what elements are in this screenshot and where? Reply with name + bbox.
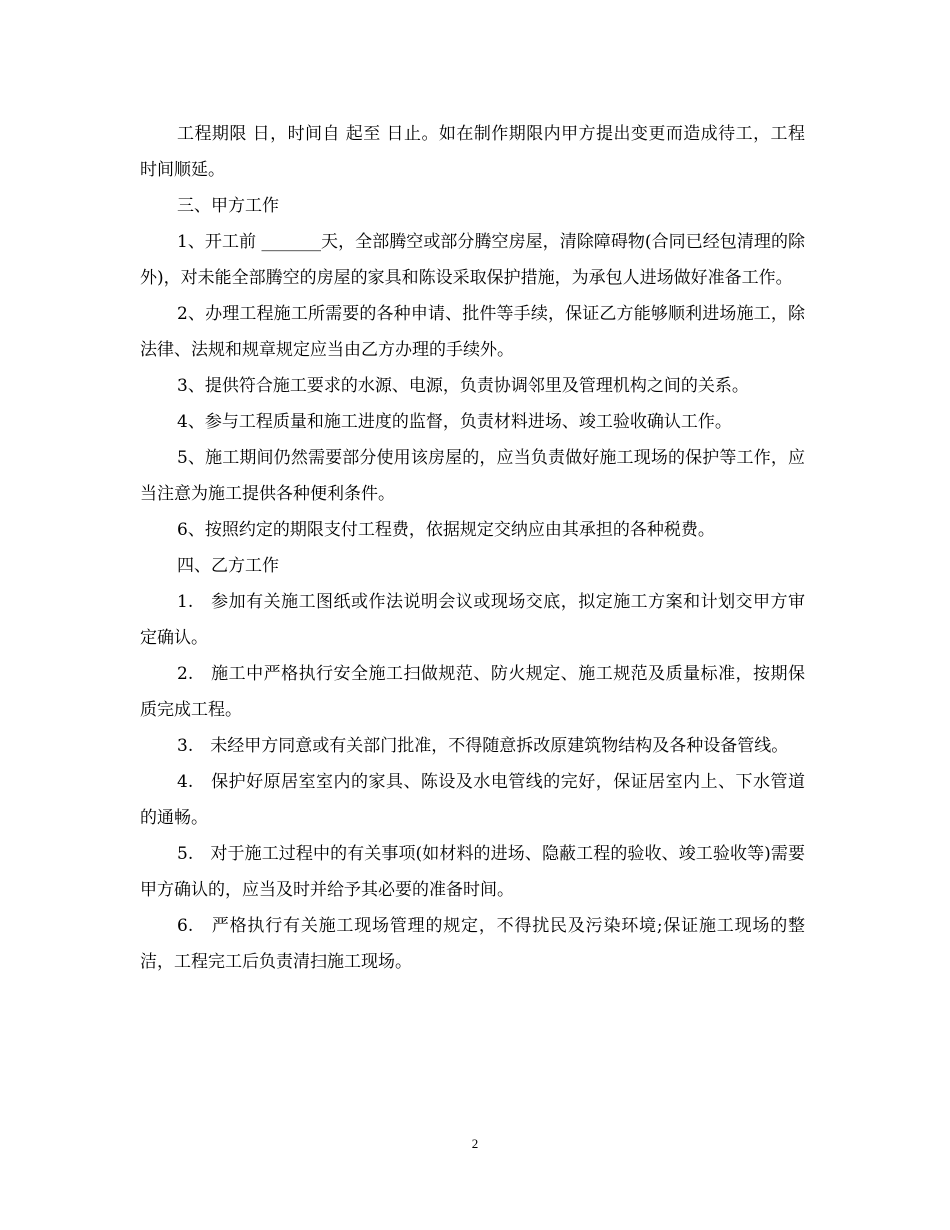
document-body: [140, 116, 805, 980]
paragraph-party-b-item-3: 3. 未经甲方同意或有关部门批准，不得随意拆改原建筑物结构及各种设备管线。: [177, 736, 789, 756]
paragraph-party-b-item-2: 2. 施工中严格执行安全施工扫做规范、防火规定、施工规范及质量标准，按期保质完成工程。: [140, 664, 805, 720]
section-heading-party-b-duties: 四、乙方工作: [177, 556, 279, 576]
paragraph-party-b-item-6: 6. 严格执行有关施工现场管理的规定，不得扰民及污染环境;保证施工现场的整洁，工程完工后负责清扫施工现场。: [140, 916, 805, 972]
paragraph-project-period: 工程期限 日，时间自 起至 日止。如在制作期限内甲方提出变更而造成待工，工程时间顺延。: [140, 124, 805, 180]
paragraph-party-a-item-6: 6、按照约定的期限支付工程费，依据规定交纳应由其承担的各种税费。: [177, 520, 715, 540]
paragraph-party-a-item-2: 2、办理工程施工所需要的各种申请、批件等手续，保证乙方能够顺利进场施工，除法律、法规和规章规定应当由乙方办理的手续外。: [140, 304, 805, 360]
paragraph-party-b-item-5: 5. 对于施工过程中的有关事项(如材料的进场、隐蔽工程的验收、竣工验收等)需要甲方确认的，应当及时并给予其必要的准备时间。: [140, 844, 805, 900]
paragraph-party-a-item-1: 1、开工前 _______天，全部腾空或部分腾空房屋，清除障碍物(合同已经包清理的除外)，对未能全部腾空的房屋的家具和陈设采取保护措施，为承包人进场做好准备工作。: [140, 232, 805, 288]
paragraph-party-a-item-4: 4、参与工程质量和施工进度的监督，负责材料进场、竣工验收确认工作。: [177, 412, 732, 432]
paragraph-party-b-item-4: 4. 保护好原居室室内的家具、陈设及水电管线的完好，保证居室内上、下水管道的通畅。: [140, 772, 805, 828]
paragraph-party-a-item-3: 3、提供符合施工要求的水源、电源，负责协调邻里及管理机构之间的关系。: [177, 376, 749, 396]
paragraph-party-a-item-5: 5、施工期间仍然需要部分使用该房屋的，应当负责做好施工现场的保护等工作，应当注意为施工提供各种便利条件。: [140, 448, 805, 504]
page-number: 2: [471, 1136, 479, 1151]
section-heading-party-a-duties: 三、甲方工作: [177, 196, 279, 216]
paragraph-party-b-item-1: 1. 参加有关施工图纸或作法说明会议或现场交底，拟定施工方案和计划交甲方审定确认。: [140, 592, 805, 648]
